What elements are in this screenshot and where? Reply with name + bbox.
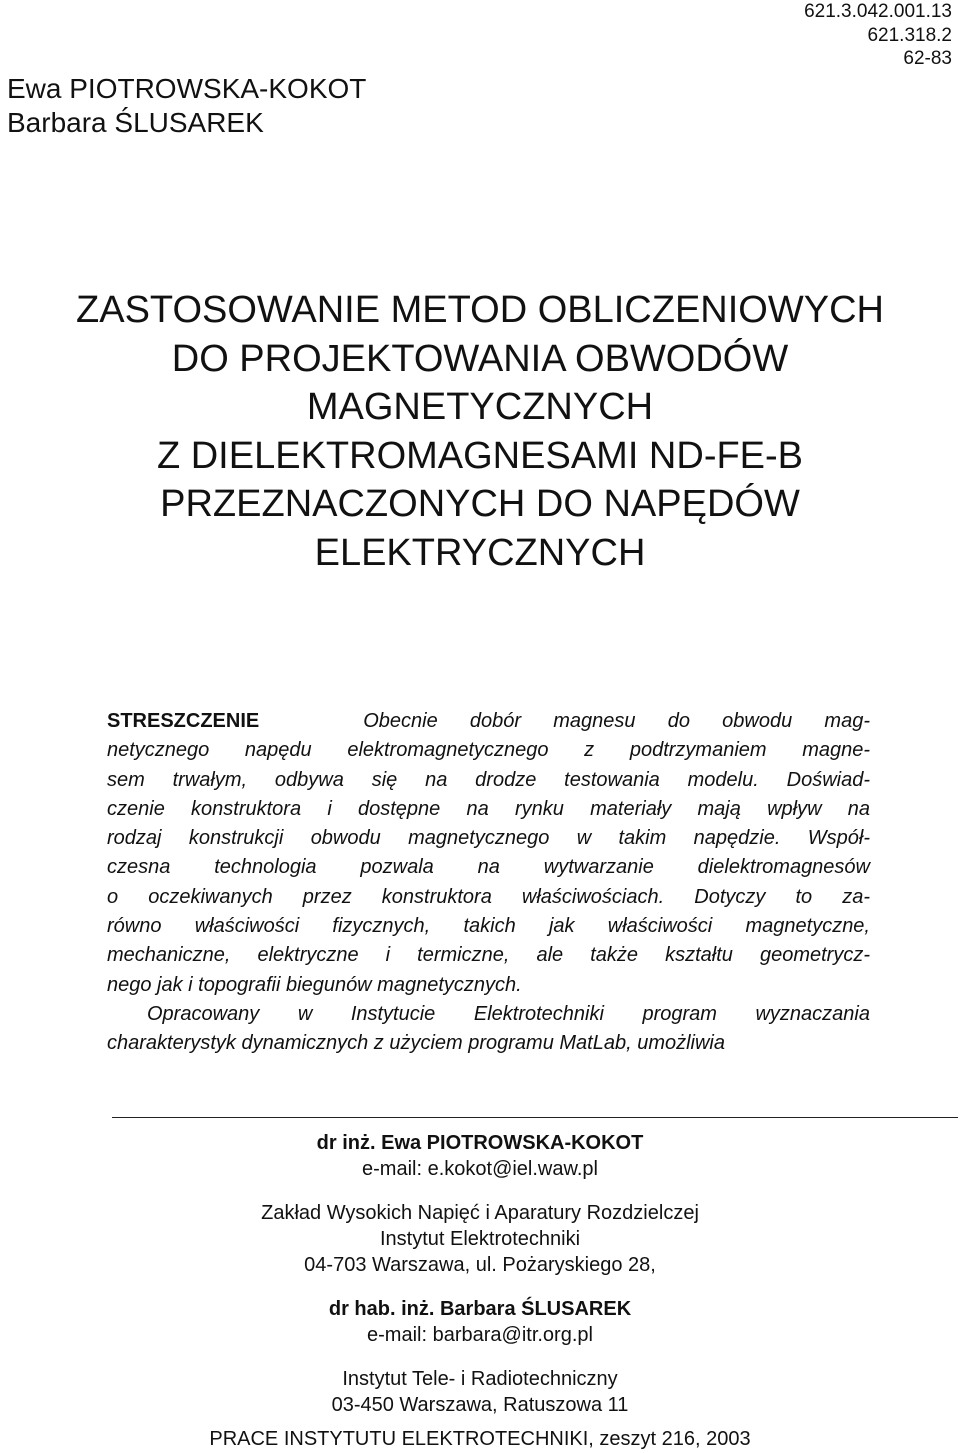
abstract-keyword: STRESZCZENIE	[107, 710, 260, 732]
udc-code: 62-83	[903, 48, 952, 69]
abstract-line: netycznego napędu elektromagnetycznego z podtrzymaniem magne-	[107, 739, 870, 762]
abstract-line: rodzaj konstrukcji obwodu magnetycznego w takim napędzie. Współ-	[107, 827, 870, 850]
separator-rule	[112, 1117, 958, 1118]
abstract-line: czenie konstruktora i dostępne na rynku materiały mają wpływ na	[107, 797, 870, 820]
spacer	[0, 1182, 960, 1200]
author1-org-line: Zakład Wysokich Napięć i Aparatury Rozdzielczej	[261, 1202, 699, 1224]
author-list	[7, 72, 366, 140]
abstract-line: równo właściwości fizycznych, takich jak właściwości magnetyczne,	[107, 915, 870, 938]
spacer	[0, 1278, 960, 1296]
title-line: Z DIELEKTROMAGNESAMI ND-FE-B	[156, 434, 804, 477]
abstract-line: nego jak i topografii biegunów magnetycznych.	[107, 973, 522, 996]
abstract-line: sem trwałym, odbywa się na drodze testowania modelu. Doświad-	[107, 768, 870, 791]
journal-footer: PRACE INSTYTUTU ELEKTROTECHNIKI, zeszyt 216, 2003	[209, 1428, 751, 1450]
title-line: PRZEZNACZONYCH DO NAPĘDÓW	[160, 483, 800, 525]
title-line: MAGNETYCZNYCH	[306, 386, 654, 428]
abstract-text: Obecnie dobór magnesu do obwodu mag-	[363, 710, 870, 732]
author1-org-line: Instytut Elektrotechniki	[379, 1228, 581, 1250]
abstract-line: o oczekiwanych przez konstruktora właściwościach. Dotyczy to za-	[107, 885, 870, 908]
abstract-line: mechaniczne, elektryczne i termiczne, ale także kształtu geometrycz-	[107, 944, 870, 967]
author2-name: dr hab. inż. Barbara ŚLUSAREK	[328, 1298, 632, 1320]
spacer	[0, 1348, 960, 1366]
author-name: Barbara ŚLUSAREK	[7, 107, 264, 138]
author2-email: e-mail: barbara@itr.org.pl	[367, 1324, 593, 1346]
author1-email: e-mail: e.kokot@iel.waw.pl	[362, 1158, 598, 1180]
paper-title	[0, 286, 960, 577]
author2-org-line: Instytut Tele- i Radiotechniczny	[342, 1368, 618, 1390]
author-name: Ewa PIOTROWSKA-KOKOT	[7, 73, 367, 104]
author2-org-line: 03-450 Warszawa, Ratuszowa 11	[331, 1394, 629, 1416]
affiliations	[0, 1130, 960, 1418]
udc-classification	[804, 0, 952, 71]
udc-code: 621.318.2	[867, 24, 952, 46]
title-line: ZASTOSOWANIE METOD OBLICZENIOWYCH	[76, 289, 884, 331]
author1-name: dr inż. Ewa PIOTROWSKA-KOKOT	[316, 1132, 644, 1154]
abstract-line: czesna technologia pozwala na wytwarzanie dielektromagnesów	[107, 856, 870, 879]
title-line: ELEKTRYCZNYCH	[314, 531, 646, 574]
abstract-line	[107, 707, 870, 736]
abstract-line: charakterystyk dynamicznych z użyciem programu MatLab, umożliwia	[107, 1032, 725, 1055]
abstract	[107, 707, 870, 1059]
title-line: DO PROJEKTOWANIA OBWODÓW	[171, 337, 789, 380]
udc-code: 621.3.042.001.13	[804, 1, 952, 22]
abstract-line: Opracowany w Instytucie Elektrotechniki program wyznaczania	[147, 1002, 870, 1025]
author1-org-line: 04-703 Warszawa, ul. Pożaryskiego 28,	[304, 1254, 656, 1276]
